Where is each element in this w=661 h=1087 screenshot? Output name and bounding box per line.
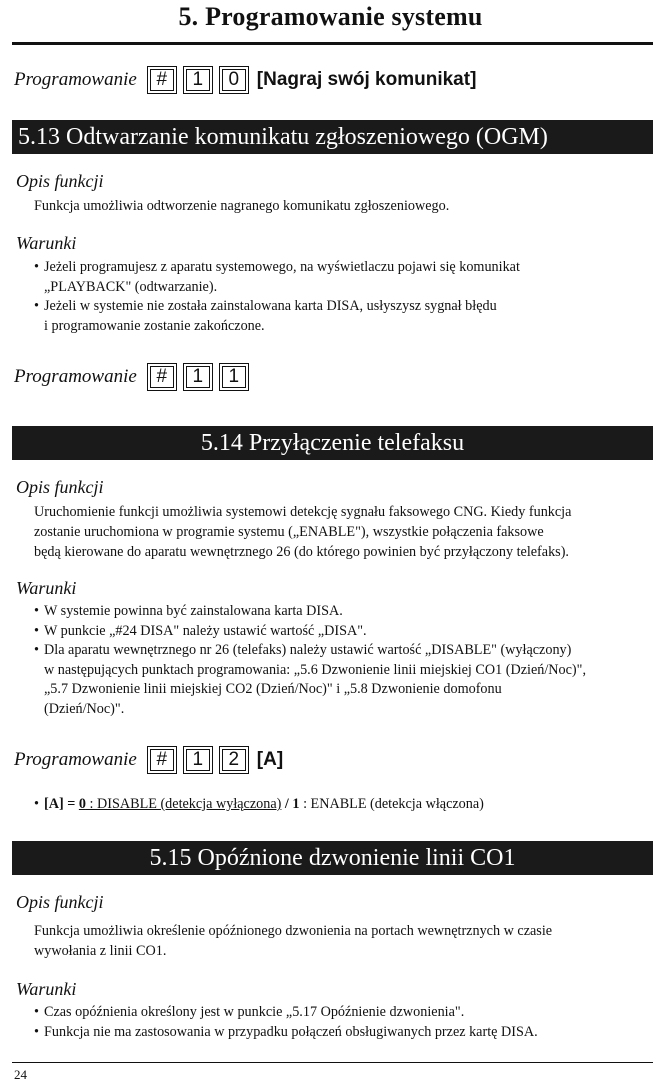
description-text: Funkcja umożliwia odtworzenie nagranego komunikatu zgłoszeniowego. xyxy=(34,198,450,214)
programming-label: Programowanie xyxy=(14,749,137,770)
conditions-list xyxy=(34,258,649,336)
list-item: • W punkcie „#24 DISA" należy ustawić wartość „DISA". xyxy=(34,622,367,639)
key-1: 1 xyxy=(183,363,213,391)
list-item: • Funkcja nie ma zastosowania w przypadku połączeń obsługiwanych przez kartę DISA. xyxy=(34,1023,538,1040)
programming-line-record xyxy=(14,64,476,96)
key-1: 1 xyxy=(183,66,213,94)
top-rule xyxy=(12,42,653,45)
section-title-515: 5.15 Opóźnione dzwonienie linii CO1 xyxy=(12,841,653,875)
option-a-line xyxy=(34,795,649,815)
programming-extra: [A] xyxy=(256,749,284,770)
chapter-title: 5. Programowanie systemu xyxy=(178,2,483,31)
conditions-heading: Warunki xyxy=(16,578,77,598)
conditions-heading: Warunki xyxy=(16,979,77,999)
description-heading: Opis funkcji xyxy=(16,477,104,497)
list-item: • W systemie powinna być zainstalowana karta DISA. xyxy=(34,603,343,619)
description-text: Uruchomienie funkcji umożliwia systemowi detekcję sygnału faksowego CNG. Kiedy funkcja zostanie uruchomiona w programie systemu („ENABLE"), wszystkie połączenia faksowe będą kierowane do aparatu wewnętrznego 26 (do którego powinien być przyłączony telefaks). xyxy=(34,504,572,560)
programming-line-fax-option xyxy=(14,744,283,776)
list-item: • Czas opóźnienia określony jest w punkcie „5.17 Opóźnienie dzwonienia". xyxy=(34,1004,465,1020)
programming-line-fax xyxy=(14,361,255,393)
key-hash: # xyxy=(147,746,177,774)
key-0: 0 xyxy=(219,66,249,94)
list-item: • [A] = 0 : DISABLE (detekcja wyłączona) / 1 : ENABLE (detekcja włączona) xyxy=(34,796,484,812)
conditions-heading: Warunki xyxy=(16,233,77,253)
conditions-list xyxy=(34,1003,649,1042)
bottom-rule xyxy=(12,1062,653,1063)
key-hash: # xyxy=(147,363,177,391)
programming-extra: [Nagraj swój komunikat] xyxy=(256,69,477,90)
programming-label: Programowanie xyxy=(14,69,137,90)
list-item: • Dla aparatu wewnętrznego nr 26 (telefaks) należy ustawić wartość „DISABLE" (wyłączony) w następujących punktach programowania: „5.6 Dzwonienie linii miejskiej CO1 (Dzień/Noc)", „5.7 Dzwonienie linii miejskiej CO2 (Dzień/Noc)" i „5.8 Dzwonienie domofonu (Dzień/Noc)". xyxy=(34,642,586,717)
list-item: • Jeżeli w systemie nie została zainstalowana karta DISA, usłyszysz sygnał błędu i programowanie zostanie zakończone. xyxy=(34,298,497,334)
page-number: 24 xyxy=(14,1067,27,1082)
conditions-list xyxy=(34,602,649,719)
list-item: • Jeżeli programujesz z aparatu systemowego, na wyświetlaczu pojawi się komunikat „PLAYBACK" (odtwarzanie). xyxy=(34,259,520,295)
description-heading: Opis funkcji xyxy=(16,892,104,912)
key-2: 2 xyxy=(219,746,249,774)
programming-label: Programowanie xyxy=(14,366,137,387)
description-text: Funkcja umożliwia określenie opóźnionego dzwonienia na portach wewnętrznych w czasie wywołania z linii CO1. xyxy=(34,923,553,959)
key-1: 1 xyxy=(219,363,249,391)
description-heading: Opis funkcji xyxy=(16,171,104,191)
key-1: 1 xyxy=(183,746,213,774)
key-hash: # xyxy=(147,66,177,94)
section-title-513: 5.13 Odtwarzanie komunikatu zgłoszeniowego (OGM) xyxy=(12,120,653,154)
section-title-514: 5.14 Przyłączenie telefaksu xyxy=(12,426,653,460)
